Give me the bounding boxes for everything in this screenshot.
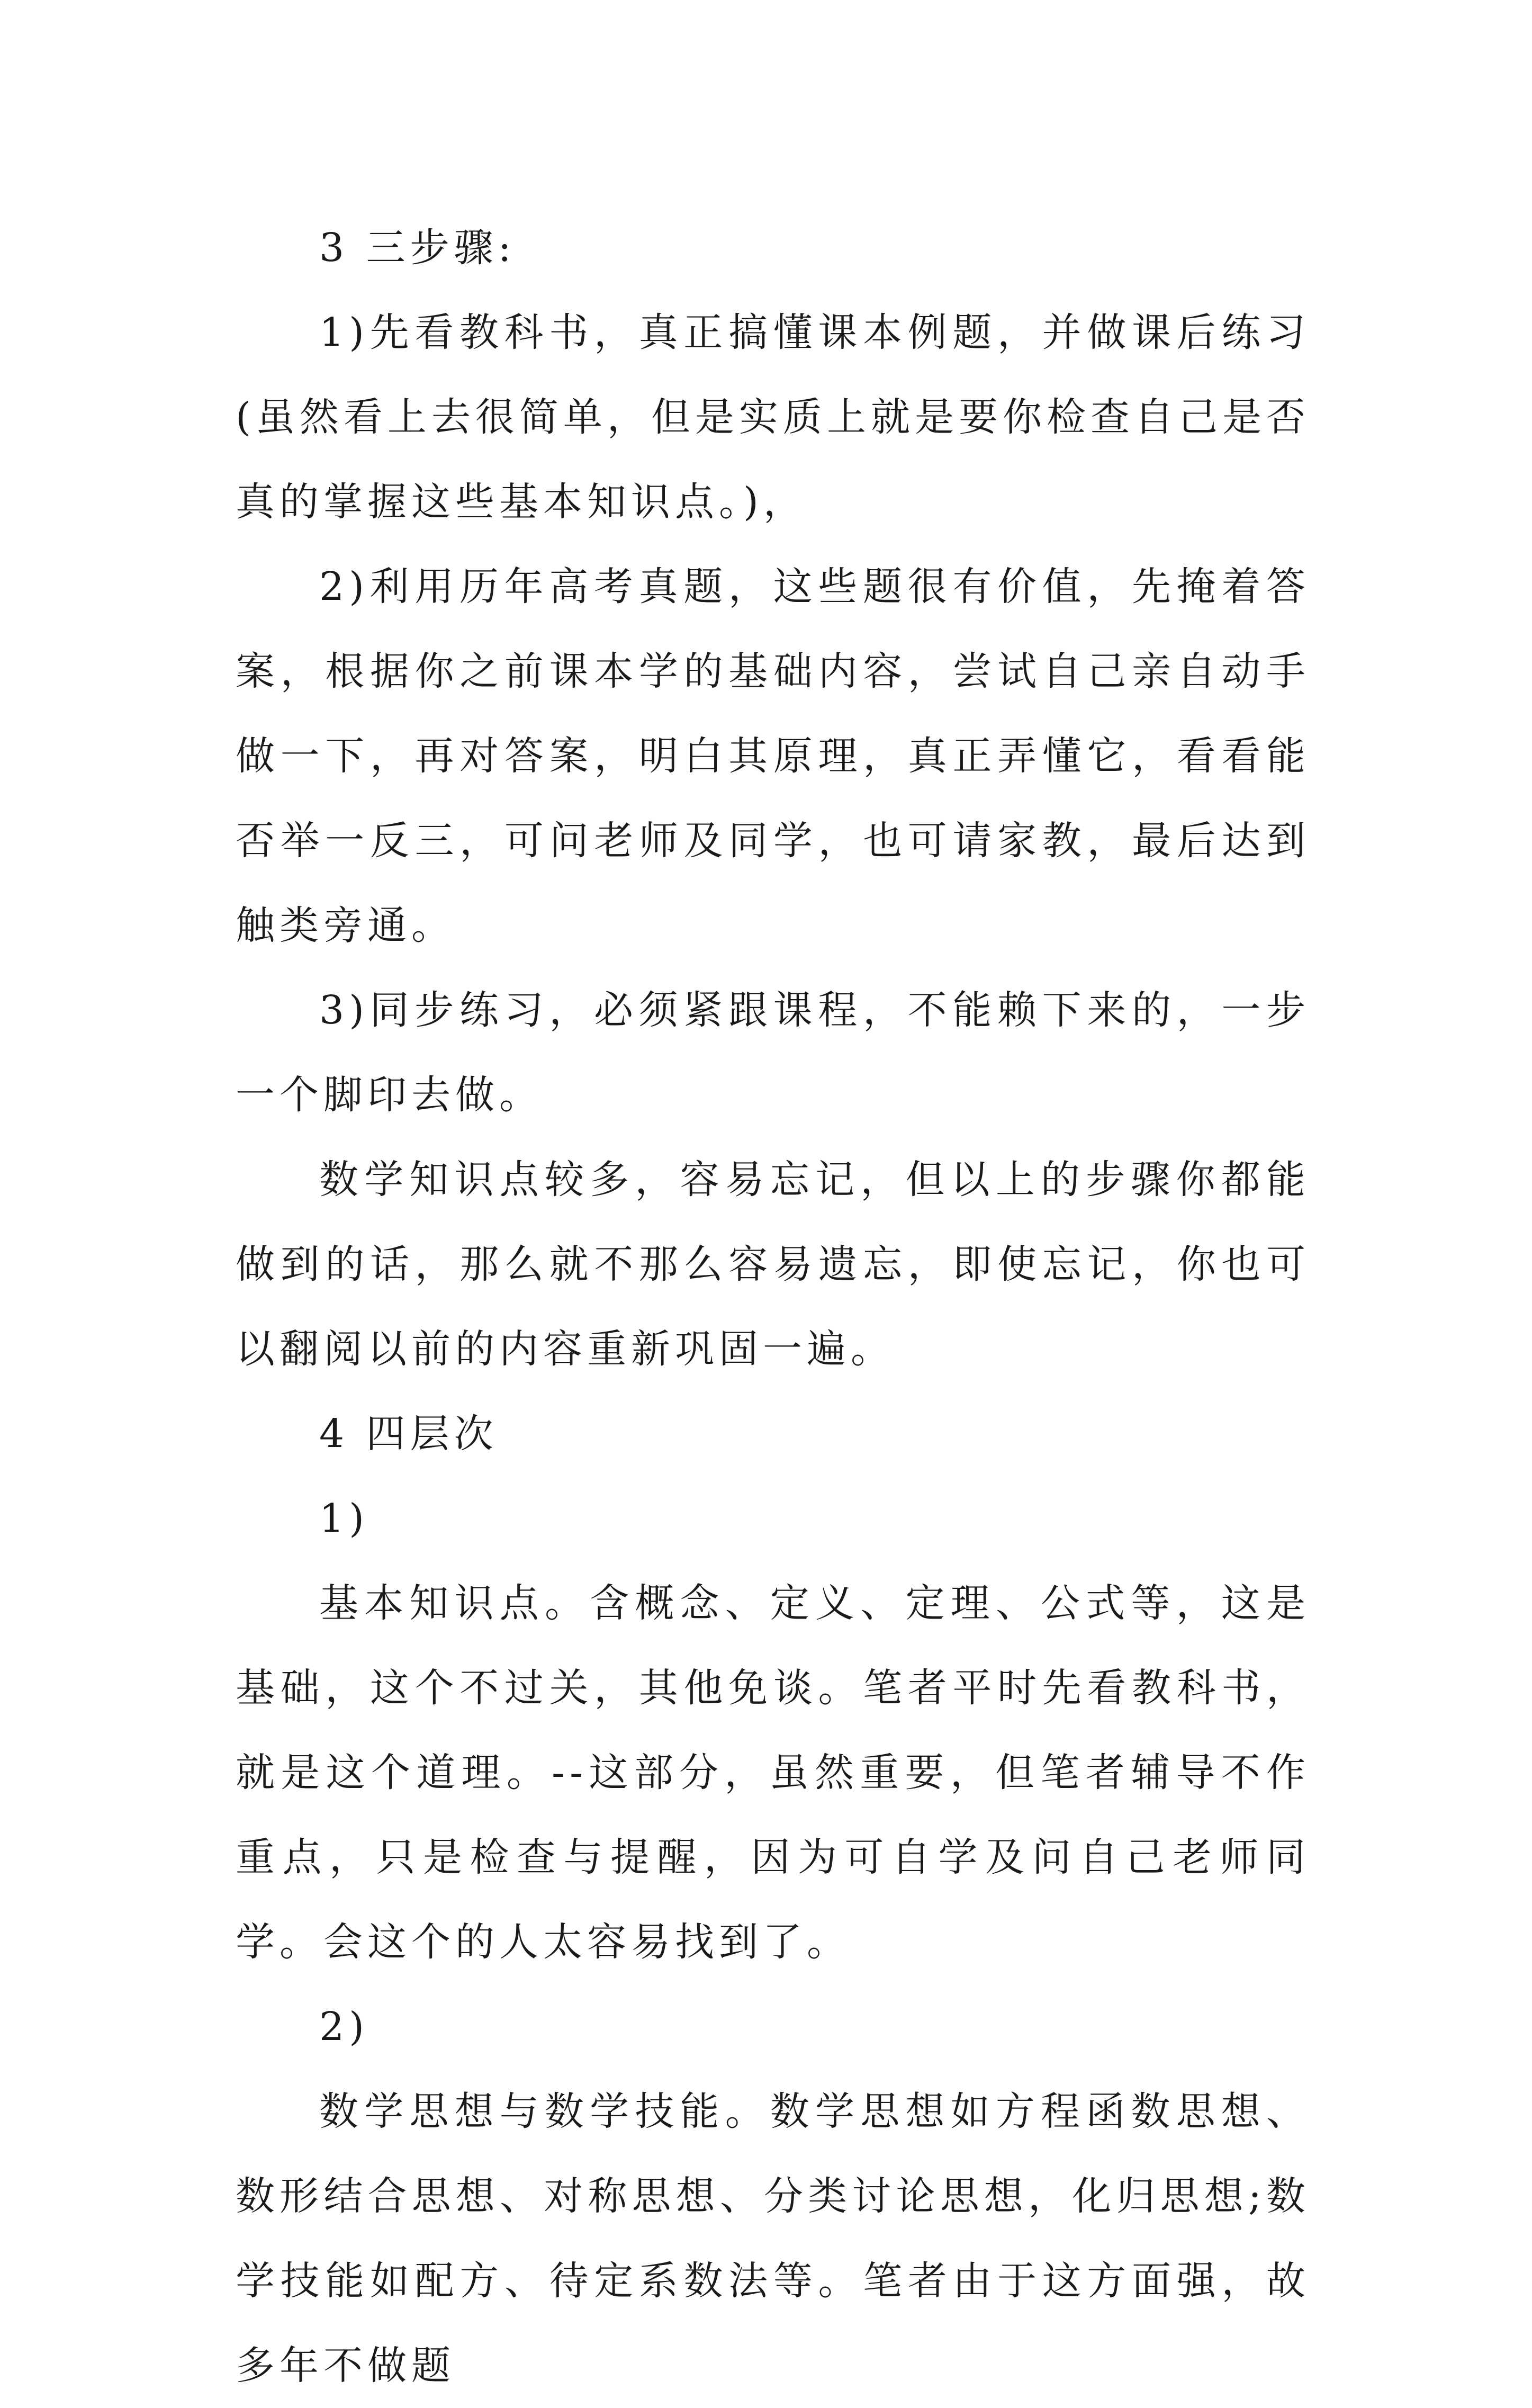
section-heading-three-steps: 3 三步骤: — [319, 225, 516, 271]
paragraph-level-1: 基本知识点。含概念、定义、定理、公式等，这是基础，这个不过关，其他免谈。笔者平时先看教科书，就是这个道理。--这部分，虽然重要，但笔者辅导不作重点，只是检查与提醒，因为可自学及问自己老师同学。会这个的人太容易找到了。 — [236, 1580, 1310, 1965]
level-2-marker: 2) — [319, 2004, 369, 2050]
paragraph-step-2: 2)利用历年高考真题，这些题很有价值，先掩着答案，根据你之前课本学的基础内容，尝试自己亲自动手做一下，再对答案，明白其原理，真正弄懂它，看看能否举一反三，可问老师及同学，也可请家教，最后达到触类旁通。 — [236, 564, 1310, 948]
section-heading-four-levels: 4 四层次 — [319, 1411, 498, 1457]
paragraph-step-1: 1)先看教科书，真正搞懂课本例题，并做课后练习(虽然看上去很简单，但是实质上就是要你检查自己是否真的掌握这些基本知识点。)， — [236, 310, 1310, 525]
level-1-marker: 1) — [319, 1496, 369, 1541]
paragraph-summary: 数学知识点较多，容易忘记，但以上的步骤你都能做到的话，那么就不那么容易遗忘，即使忘记，你也可以翻阅以前的内容重新巩固一遍。 — [236, 1157, 1310, 1372]
document-body — [236, 205, 1310, 2408]
paragraph-level-2: 数学思想与数学技能。数学思想如方程函数思想、数形结合思想、对称思想、分类讨论思想，化归思想;数学技能如配方、待定系数法等。笔者由于这方面强，故多年不做题 — [236, 2089, 1310, 2388]
paragraph-step-3: 3)同步练习，必须紧跟课程，不能赖下来的，一步一个脚印去做。 — [236, 987, 1310, 1118]
